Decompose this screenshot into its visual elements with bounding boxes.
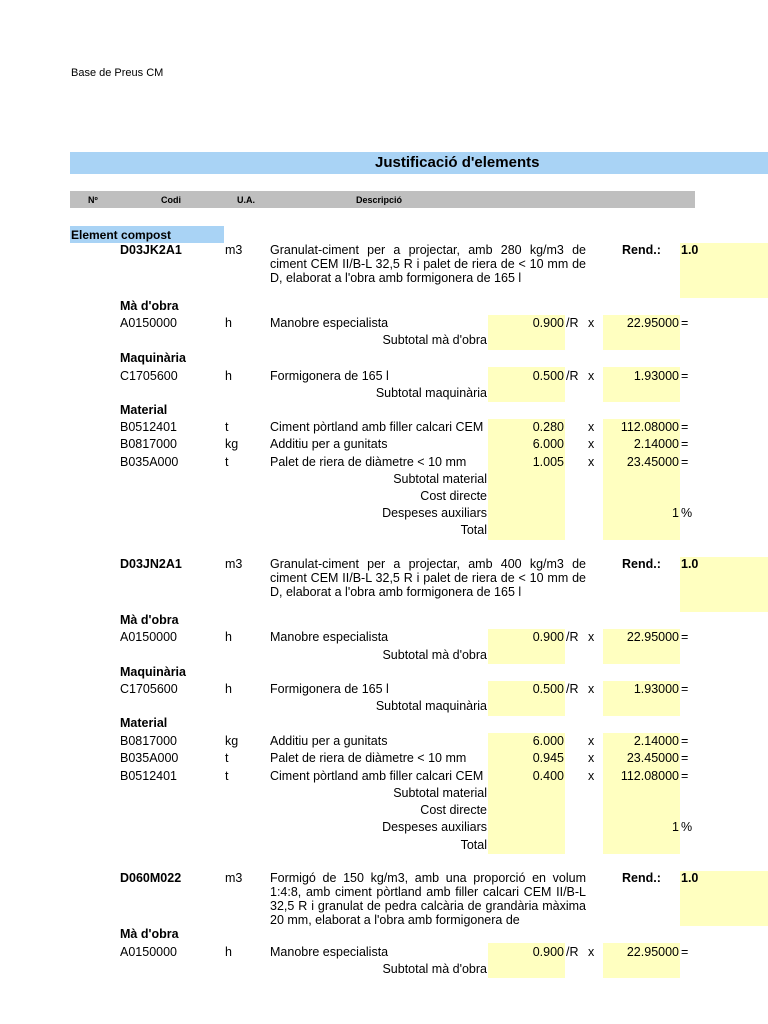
rend-value: 1.0 — [681, 557, 698, 571]
row-code: A0150000 — [120, 945, 178, 959]
row-description: Palet de riera de diàmetre < 10 mm — [270, 455, 467, 469]
row-description: Additiu per a gunitats — [270, 734, 388, 748]
row-price: 1.93000 — [633, 369, 679, 383]
row-code: A0150000 — [120, 316, 178, 330]
total-label: Total — [460, 838, 487, 852]
row-equals: = — [681, 945, 689, 959]
row-equals: = — [681, 734, 689, 748]
row-price: 2.14000 — [633, 437, 679, 451]
column-header-desc: Descripció — [356, 195, 403, 205]
row-qty: 0.900 — [532, 945, 564, 959]
element-description: Granulat-ciment per a projectar, amb 280 kg/m3 de ciment CEM II/B-L 32,5 R i palet de riera de < 10 mm de D, elaborat a l'obra amb formigonera de 165 l — [270, 243, 586, 285]
row-unit: h — [225, 682, 232, 696]
rend-value: 1.0 — [681, 243, 698, 257]
row-unit: h — [225, 630, 232, 644]
row-qty: 6.000 — [532, 437, 564, 451]
row-description: Formigonera de 165 l — [270, 682, 389, 696]
rend-label: Rend.: — [622, 243, 661, 257]
row-equals: = — [681, 682, 689, 696]
row-price: 112.08000 — [620, 420, 679, 434]
row-qty: 0.945 — [532, 751, 564, 765]
row-code: B0512401 — [120, 769, 178, 783]
machinery-heading: Maquinària — [120, 665, 186, 679]
row-price: 22.95000 — [626, 316, 679, 330]
element-unit: m3 — [225, 243, 243, 257]
row-price: 23.45000 — [626, 455, 679, 469]
labour-heading: Mà d'obra — [120, 299, 179, 313]
row-per-r: /R — [566, 316, 579, 330]
row-code: B0817000 — [120, 437, 178, 451]
column-header-unit: U.A. — [237, 195, 255, 205]
row-qty: 0.500 — [532, 369, 564, 383]
row-unit: h — [225, 945, 232, 959]
row-description: Ciment pòrtland amb filler calcari CEM — [270, 769, 484, 783]
direct-cost: Cost directe — [420, 803, 487, 817]
row-description: Formigonera de 165 l — [270, 369, 389, 383]
rend-label: Rend.: — [622, 871, 661, 885]
element-unit: m3 — [225, 557, 243, 571]
row-price: 22.95000 — [626, 945, 679, 959]
subtotal-labour: Subtotal mà d'obra — [382, 648, 487, 662]
row-equals: = — [681, 751, 689, 765]
row-price: 22.95000 — [626, 630, 679, 644]
row-qty: 0.280 — [532, 420, 564, 434]
subtotal-labour: Subtotal mà d'obra — [382, 962, 487, 976]
row-times: x — [588, 420, 595, 434]
subtotal-machinery: Subtotal maquinària — [375, 699, 487, 713]
row-times: x — [588, 369, 595, 383]
auxiliary-costs: Despeses auxiliars — [382, 506, 487, 520]
row-description: Palet de riera de diàmetre < 10 mm — [270, 751, 467, 765]
subtotal-material: Subtotal material — [393, 472, 487, 486]
machinery-heading: Maquinària — [120, 351, 186, 365]
auxiliary-percent-value: 1 — [672, 506, 679, 520]
row-equals: = — [681, 437, 689, 451]
element-code: D03JK2A1 — [120, 243, 182, 257]
row-description: Manobre especialista — [270, 316, 389, 330]
row-price: 1.93000 — [633, 682, 679, 696]
row-equals: = — [681, 455, 689, 469]
row-price: 2.14000 — [633, 734, 679, 748]
row-qty: 0.900 — [532, 316, 564, 330]
row-description: Ciment pòrtland amb filler calcari CEM — [270, 420, 484, 434]
row-per-r: /R — [566, 682, 579, 696]
row-unit: t — [225, 769, 229, 783]
row-unit: kg — [225, 734, 239, 748]
row-times: x — [588, 630, 595, 644]
row-per-r: /R — [566, 630, 579, 644]
row-qty: 0.500 — [532, 682, 564, 696]
element-unit: m3 — [225, 871, 243, 885]
row-code: B0817000 — [120, 734, 178, 748]
row-unit: h — [225, 369, 232, 383]
row-times: x — [588, 945, 595, 959]
labour-heading: Mà d'obra — [120, 927, 179, 941]
material-heading: Material — [120, 403, 168, 417]
row-description: Manobre especialista — [270, 630, 389, 644]
row-times: x — [588, 682, 595, 696]
doc-title: Base de Preus CM — [71, 67, 164, 79]
material-heading: Material — [120, 716, 168, 730]
subtotal-machinery: Subtotal maquinària — [375, 386, 487, 400]
row-times: x — [588, 316, 595, 330]
sheet-title-bar — [70, 152, 768, 174]
auxiliary-percent-sign: % — [681, 506, 693, 520]
row-description: Manobre especialista — [270, 945, 389, 959]
row-price: 112.08000 — [620, 769, 679, 783]
row-per-r: /R — [566, 369, 579, 383]
subtotal-material: Subtotal material — [393, 786, 487, 800]
row-qty: 6.000 — [532, 734, 564, 748]
labour-heading: Mà d'obra — [120, 613, 179, 627]
row-code: B0512401 — [120, 420, 178, 434]
row-qty: 0.900 — [532, 630, 564, 644]
row-code: C1705600 — [120, 369, 178, 383]
row-times: x — [588, 751, 595, 765]
row-code: A0150000 — [120, 630, 178, 644]
element-description: Granulat-ciment per a projectar, amb 400 kg/m3 de ciment CEM II/B-L 32,5 R i palet de riera de < 10 mm de D, elaborat a l'obra amb formigonera de 165 l — [270, 557, 586, 599]
rend-value: 1.0 — [681, 871, 698, 885]
row-times: x — [588, 734, 595, 748]
row-unit: t — [225, 420, 229, 434]
row-unit: t — [225, 455, 229, 469]
row-equals: = — [681, 769, 689, 783]
row-price: 23.45000 — [626, 751, 679, 765]
row-equals: = — [681, 420, 689, 434]
total-label: Total — [460, 523, 487, 537]
row-times: x — [588, 437, 595, 451]
row-description: Additiu per a gunitats — [270, 437, 388, 451]
row-code: B035A000 — [120, 751, 179, 765]
rend-label: Rend.: — [622, 557, 661, 571]
section-tag-label: Element compost — [71, 228, 172, 242]
row-unit: h — [225, 316, 232, 330]
row-qty: 1.005 — [532, 455, 564, 469]
row-unit: t — [225, 751, 229, 765]
auxiliary-percent-value: 1 — [672, 820, 679, 834]
auxiliary-percent-sign: % — [681, 820, 693, 834]
row-times: x — [588, 455, 595, 469]
column-header-row — [70, 191, 695, 208]
direct-cost: Cost directe — [420, 489, 487, 503]
column-header-num: Nº — [88, 195, 98, 205]
row-equals: = — [681, 369, 689, 383]
subtotal-labour: Subtotal mà d'obra — [382, 333, 487, 347]
row-equals: = — [681, 630, 689, 644]
element-description: Formigó de 150 kg/m3, amb una proporció en volum 1:4:8, amb ciment pòrtland amb filler calcari CEM II/B-L 32,5 R i granulat de pedra calcària de grandària màxima 20 mm, elaborat a l'obra amb formigonera de — [270, 871, 586, 927]
row-unit: kg — [225, 437, 239, 451]
column-header-code: Codi — [161, 195, 181, 205]
row-qty: 0.400 — [532, 769, 564, 783]
element-code: D060M022 — [120, 871, 182, 885]
row-times: x — [588, 769, 595, 783]
row-per-r: /R — [566, 945, 579, 959]
row-equals: = — [681, 316, 689, 330]
element-code: D03JN2A1 — [120, 557, 182, 571]
auxiliary-costs: Despeses auxiliars — [382, 820, 487, 834]
row-code: B035A000 — [120, 455, 179, 469]
sheet-title: Justificació d'elements — [375, 154, 540, 171]
section-tag — [70, 226, 224, 243]
row-code: C1705600 — [120, 682, 178, 696]
